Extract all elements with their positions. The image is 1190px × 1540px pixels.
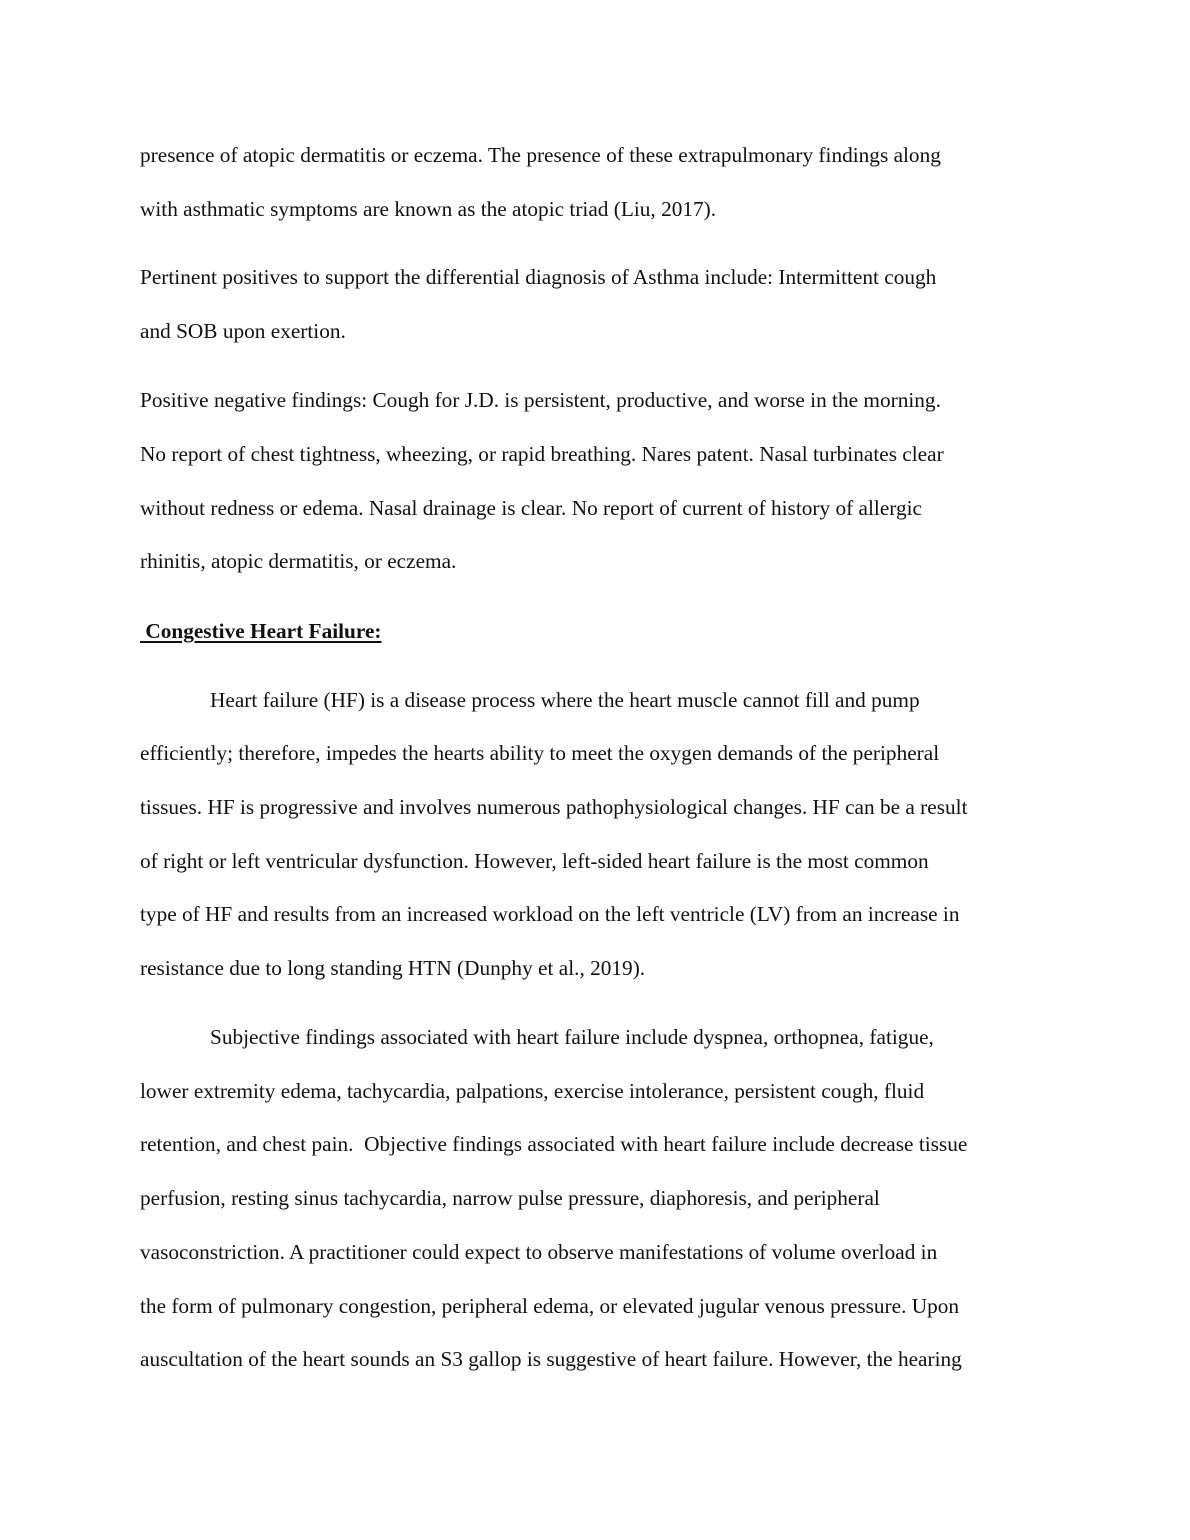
text-line: Pertinent positives to support the differential diagnosis of Asthma include: Intermittent cough bbox=[140, 265, 937, 289]
text-line: Positive negative findings: Cough for J.D. is persistent, productive, and worse in the morning. bbox=[140, 388, 941, 412]
text-line: and SOB upon exertion. bbox=[140, 319, 346, 343]
text-line: resistance due to long standing HTN (Dunphy et al., 2019). bbox=[140, 956, 646, 980]
text-line: of right or left ventricular dysfunction. However, left-sided heart failure is the most common bbox=[140, 849, 929, 873]
text-line: without redness or edema. Nasal drainage is clear. No report of current of history of allergic bbox=[140, 496, 922, 520]
text-line: presence of atopic dermatitis or eczema. The presence of these extrapulmonary findings along bbox=[140, 143, 941, 167]
text-line: rhinitis, atopic dermatitis, or eczema. bbox=[140, 549, 457, 573]
text-line: perfusion, resting sinus tachycardia, narrow pulse pressure, diaphoresis, and peripheral bbox=[140, 1186, 880, 1210]
text-line: type of HF and results from an increased workload on the left ventricle (LV) from an increase in bbox=[140, 902, 960, 926]
text-line: with asthmatic symptoms are known as the atopic triad (Liu, 2017). bbox=[140, 197, 717, 221]
text-line: retention, and chest pain. Objective findings associated with heart failure include decrease tissue bbox=[140, 1132, 968, 1156]
text-line: vasoconstriction. A practitioner could expect to observe manifestations of volume overload in bbox=[140, 1240, 938, 1264]
text-line: lower extremity edema, tachycardia, palpations, exercise intolerance, persistent cough, fluid bbox=[140, 1079, 925, 1103]
section-heading-congestive-heart-failure: Congestive Heart Failure: bbox=[140, 619, 382, 643]
text-line: Heart failure (HF) is a disease process where the heart muscle cannot fill and pump bbox=[210, 688, 920, 712]
text-line: tissues. HF is progressive and involves numerous pathophysiological changes. HF can be a result bbox=[140, 795, 968, 819]
text-line: efficiently; therefore, impedes the hearts ability to meet the oxygen demands of the peripheral bbox=[140, 741, 940, 765]
text-line: No report of chest tightness, wheezing, or rapid breathing. Nares patent. Nasal turbinates clear bbox=[140, 442, 944, 466]
text-line: auscultation of the heart sounds an S3 gallop is suggestive of heart failure. However, the hearing bbox=[140, 1347, 962, 1371]
text-line: Subjective findings associated with heart failure include dyspnea, orthopnea, fatigue, bbox=[210, 1025, 934, 1049]
text-line: the form of pulmonary congestion, peripheral edema, or elevated jugular venous pressure. Upon bbox=[140, 1294, 960, 1318]
